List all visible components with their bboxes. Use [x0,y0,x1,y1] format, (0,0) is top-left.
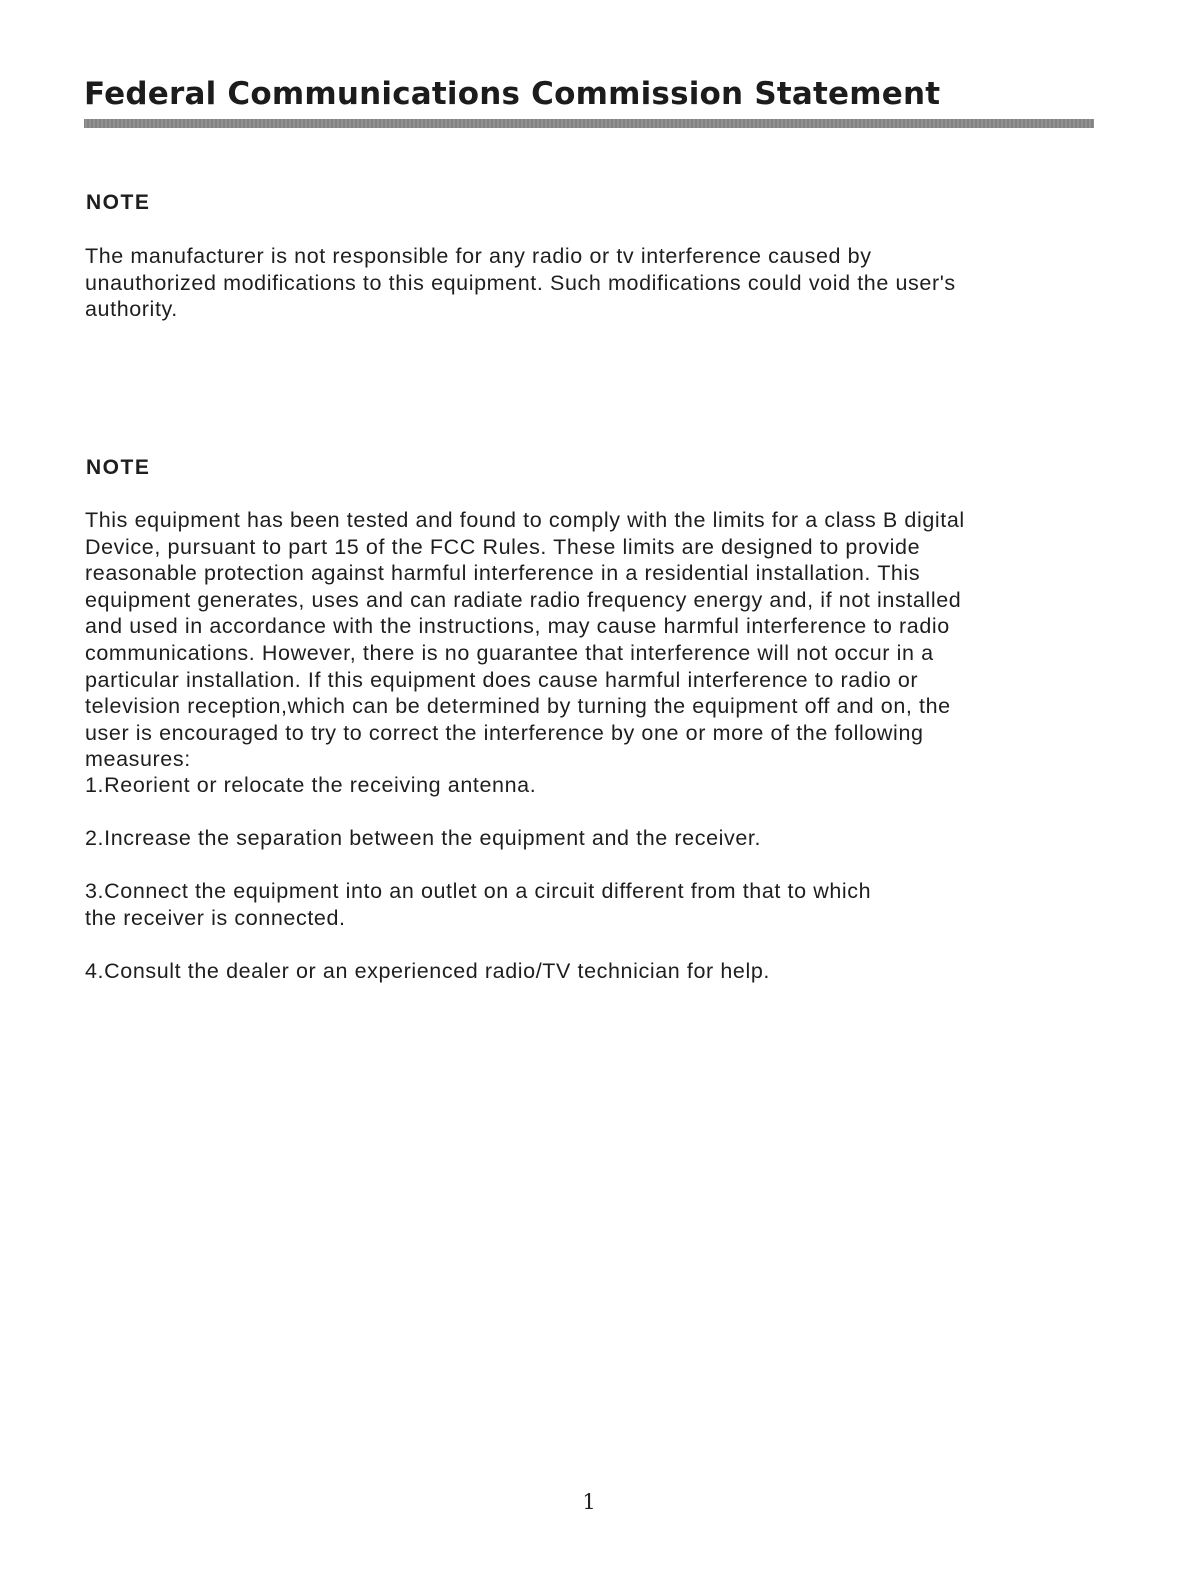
measure-item-3: 3.Connect the equipment into an outlet on a circuit different from that to which the receiver is connected. [85,879,872,930]
note-heading-1: NOTE [86,191,151,214]
note-heading-2: NOTE [86,456,151,479]
measure-item-4: 4.Consult the dealer or an experienced radio/TV technician for help. [85,959,770,983]
page-title: Federal Communications Commission Statement [84,76,941,112]
title-underline-rule [84,119,1094,128]
note-body-1: The manufacturer is not responsible for any radio or tv interference caused by unauthorized modifications to this equipment. Such modifications could void the user's authority. [85,244,956,322]
page-number: 1 [582,1490,596,1514]
note-body-2: This equipment has been tested and found to comply with the limits for a class B digital Device, pursuant to part 15 of the FCC Rules. These limits are designed to provide reasonable protection against harmful interference in a residential installation. This equipment generates, uses and can radiate radio frequency energy and, if not installed and used in accordance with the instructions, may cause harmful interference to radio communications. However, there is no guarantee that interference will not occur in a particular installation. If this equipment does cause harmful interference to radio or television reception,which can be determined by turning the equipment off and on, the user is encouraged to try to correct the interference by one or more of the following measures: [85,508,965,772]
measure-item-2: 2.Increase the separation between the equipment and the receiver. [85,826,762,850]
measure-item-1: 1.Reorient or relocate the receiving antenna. [85,773,537,797]
